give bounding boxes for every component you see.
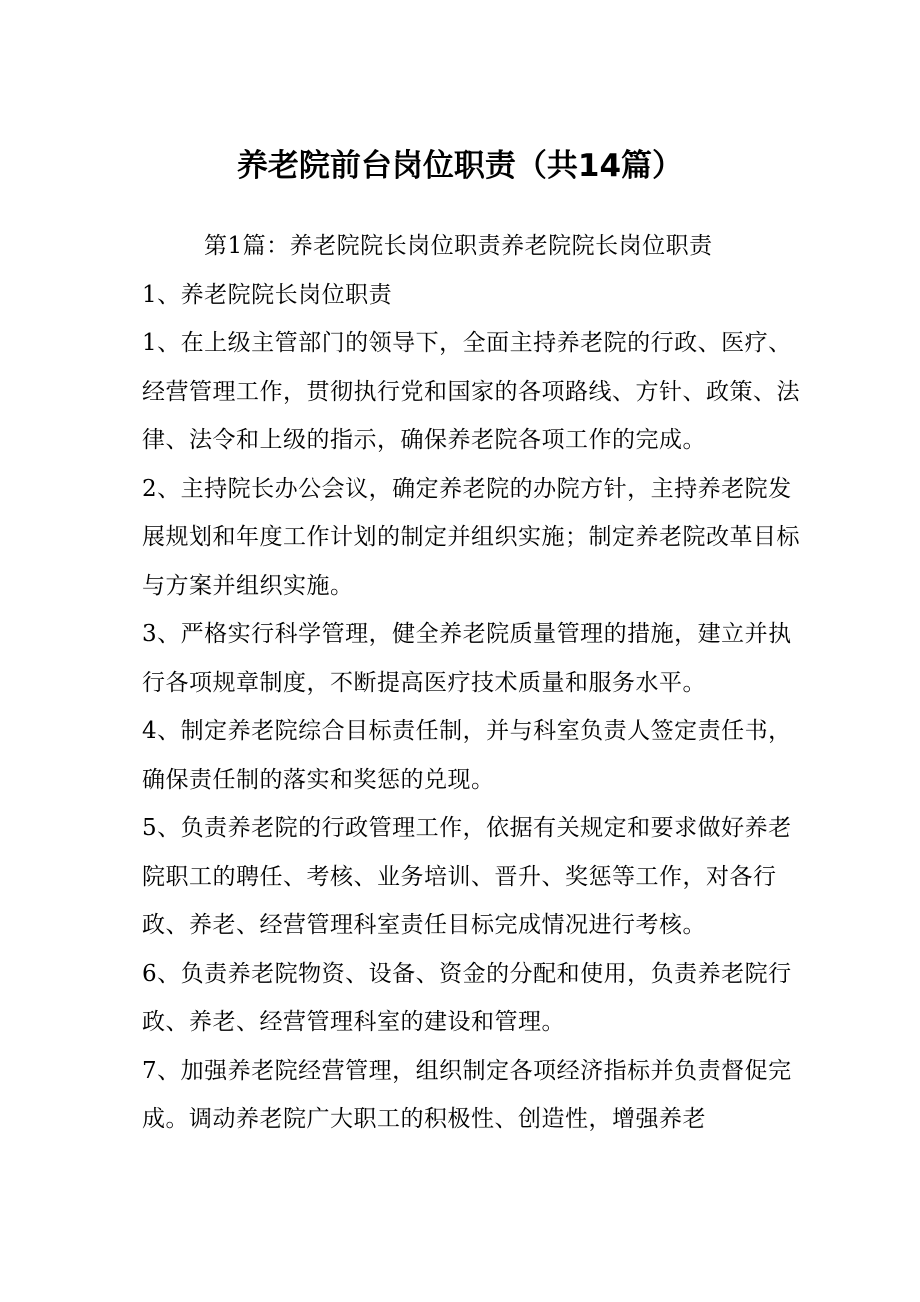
paragraph: 3、严格实行科学管理，健全养老院质量管理的措施，建立并执行各项规章制度，不断提高医疗技术质量和服务水平。: [142, 621, 792, 696]
paragraph: 4、制定养老院综合目标责任制，并与科室负责人签定责任书，确保责任制的落实和奖惩的兑现。: [142, 718, 792, 793]
paragraph: 7、加强养老院经营管理，组织制定各项经济指标并负责督促完成。调动养老院广大职工的积极性、创造性，增强养老: [142, 1057, 792, 1132]
section-heading: 第1篇：养老院院长岗位职责养老院院长岗位职责: [204, 233, 713, 259]
paragraph: 1、在上级主管部门的领导下，全面主持养老院的行政、医疗、经营管理工作，贯彻执行党和国家的各项路线、方针、政策、法律、法令和上级的指示，确保养老院各项工作的完成。: [142, 330, 800, 453]
paragraph: 5、负责养老院的行政管理工作，依据有关规定和要求做好养老院职工的聘任、考核、业务培训、晋升、奖惩等工作，对各行政、养老、经营管理科室责任目标完成情况进行考核。: [142, 815, 792, 938]
paragraph: 2、主持院长办公会议，确定养老院的办院方针，主持养老院发展规划和年度工作计划的制定并组织实施；制定养老院改革目标与方案并组织实施。: [142, 475, 800, 599]
document-title: 养老院前台岗位职责（共14篇）: [236, 148, 684, 184]
paragraph: 6、负责养老院物资、设备、资金的分配和使用，负责养老院行政、养老、经营管理科室的建设和管理。: [142, 960, 792, 1035]
paragraph: 1、养老院院长岗位职责: [142, 281, 393, 308]
document-body: [142, 222, 802, 1144]
